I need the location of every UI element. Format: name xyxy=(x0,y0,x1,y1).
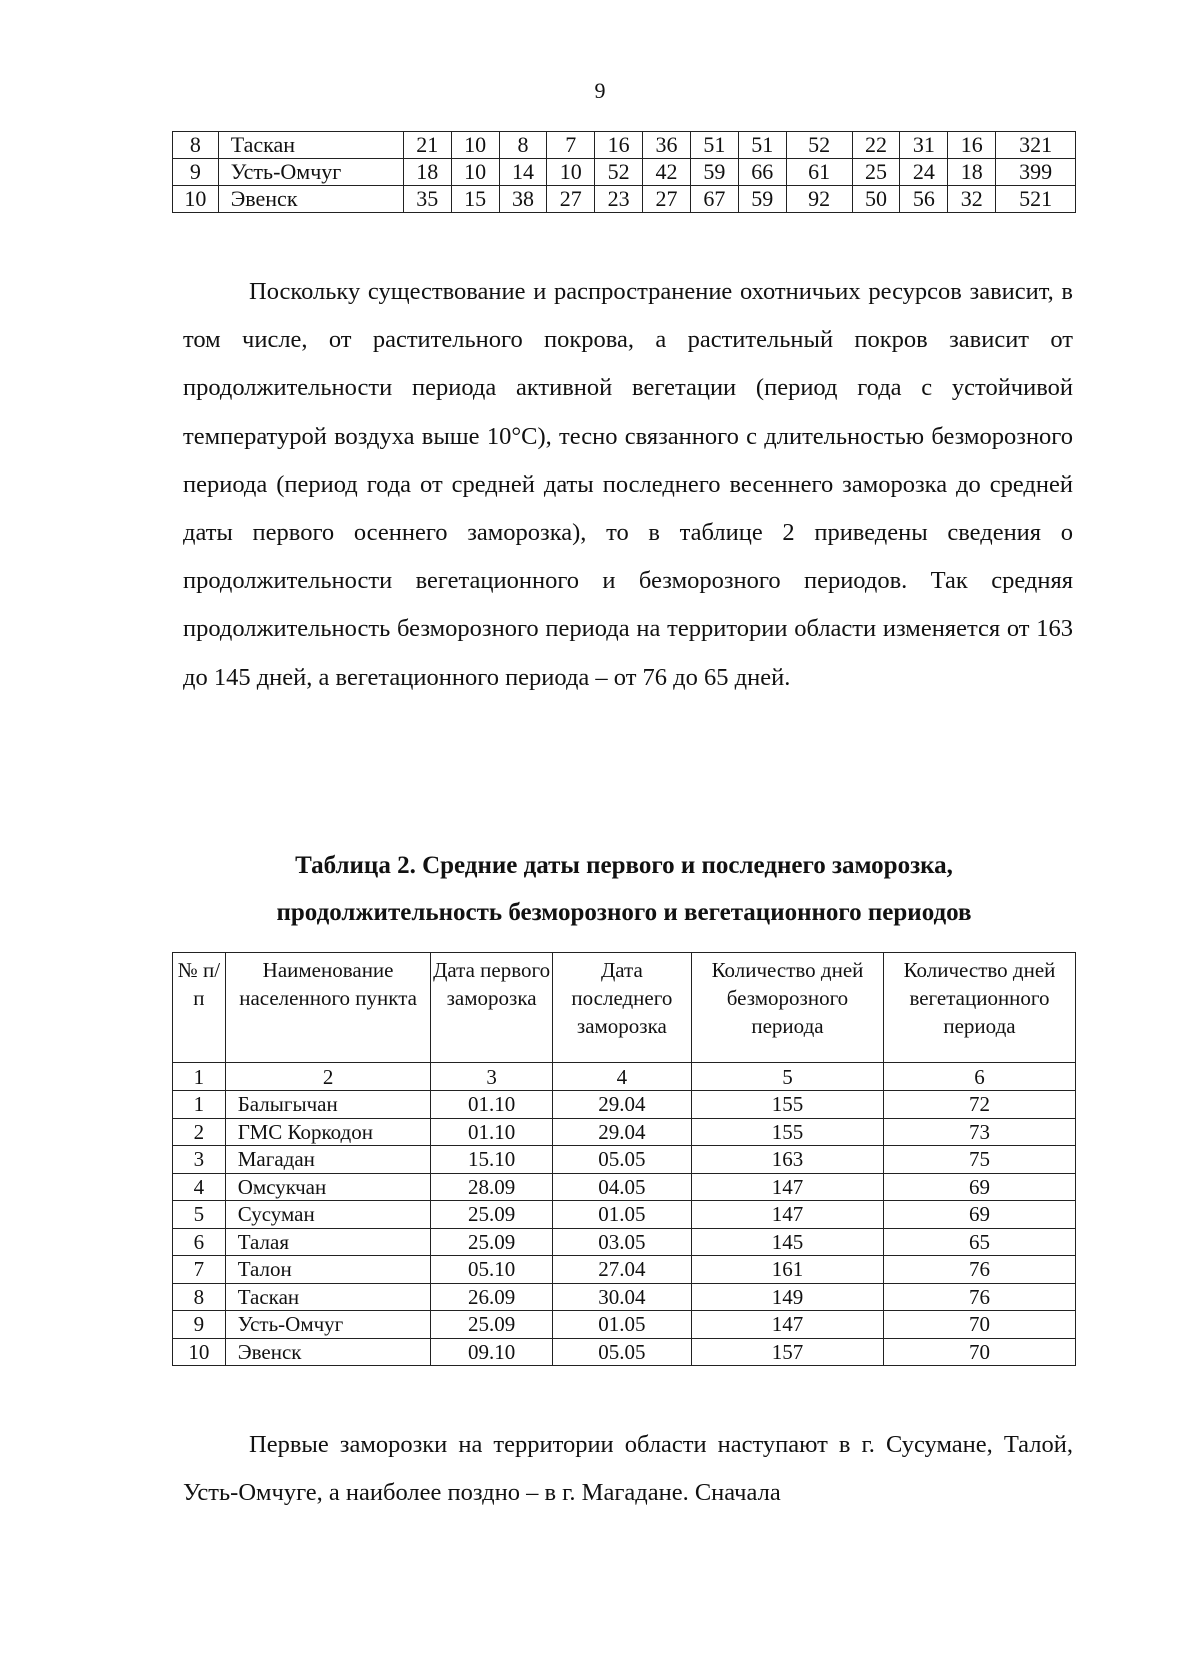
row-number: 4 xyxy=(173,1173,226,1201)
page-number: 9 xyxy=(594,78,606,103)
table-row xyxy=(173,159,1076,186)
table-cell: 67 xyxy=(690,186,738,213)
table-cell: 10 xyxy=(451,132,499,159)
body-paragraph-vegetation xyxy=(183,268,1073,702)
last-frost-date: 29.04 xyxy=(552,1091,691,1119)
frost-free-days: 157 xyxy=(691,1338,883,1366)
locality-name: Таскан xyxy=(218,132,403,159)
frost-free-days: 147 xyxy=(691,1201,883,1229)
table-cell: 16 xyxy=(595,132,643,159)
row-number: 5 xyxy=(173,1201,226,1229)
locality-name: Усть-Омчуг xyxy=(218,159,403,186)
table-cell: 52 xyxy=(786,132,852,159)
table-row xyxy=(173,186,1076,213)
table-row xyxy=(173,1201,1076,1229)
table-cell: 14 xyxy=(499,159,547,186)
paragraph-text: Поскольку существование и распространение охотничьих ресурсов зависит, в том числе, от растительного покрова, а растительный покров зависит от продолжительности периода активной вегетации (период года с устойчивой температурой воздуха выше 10°С), тесно связанного с длительностью безморозного периода (период года от средней даты последнего весеннего заморозка до средней даты первого осеннего заморозка), то в таблице 2 приведены сведения о продолжительности вегетационного и безморозного периодов. Так средняя продолжительность безморозного периода на территории области изменяется от 163 до 145 дней, а вегетационного периода – от 76 до 65 дней. xyxy=(183,278,1073,691)
locality-name: ГМС Коркодон xyxy=(225,1118,431,1146)
table-cell: 521 xyxy=(996,186,1076,213)
table-cell: 21 xyxy=(403,132,451,159)
locality-name: Талон xyxy=(225,1256,431,1284)
locality-name: Балыгычан xyxy=(225,1091,431,1119)
table-cell: 66 xyxy=(738,159,786,186)
row-number: 2 xyxy=(173,1118,226,1146)
table-row xyxy=(173,1256,1076,1284)
vegetation-days: 69 xyxy=(883,1201,1075,1229)
vegetation-days: 70 xyxy=(883,1311,1075,1339)
vegetation-days: 75 xyxy=(883,1146,1075,1174)
first-frost-date: 26.09 xyxy=(431,1283,552,1311)
table-cell: 50 xyxy=(852,186,900,213)
table-row xyxy=(173,1146,1076,1174)
table-cell: 27 xyxy=(643,186,691,213)
header-locality: Наименование населенного пункта xyxy=(225,953,431,1063)
header-frost-free-days: Количество дней безморозного периода xyxy=(691,953,883,1063)
table-cell: 31 xyxy=(900,132,948,159)
table-cell: 61 xyxy=(786,159,852,186)
paragraph-text: Первые заморозки на территории области наступают в г. Сусумане, Талой, Усть-Омчуге, а наиболее поздно – в г. Магадане. Сначала xyxy=(183,1431,1073,1507)
column-number: 4 xyxy=(552,1063,691,1091)
first-frost-date: 01.10 xyxy=(431,1091,552,1119)
table-cell: 10 xyxy=(547,159,595,186)
table-cell: 92 xyxy=(786,186,852,213)
column-number: 3 xyxy=(431,1063,552,1091)
column-number: 5 xyxy=(691,1063,883,1091)
first-frost-date: 25.09 xyxy=(431,1311,552,1339)
column-number: 6 xyxy=(883,1063,1075,1091)
header-number: № п/п xyxy=(173,953,226,1063)
table-row xyxy=(173,132,1076,159)
last-frost-date: 01.05 xyxy=(552,1201,691,1229)
column-number-row xyxy=(173,1063,1076,1091)
table-cell: 8 xyxy=(499,132,547,159)
table-cell: 35 xyxy=(403,186,451,213)
table-cell: 18 xyxy=(403,159,451,186)
first-frost-date: 25.09 xyxy=(431,1201,552,1229)
table2-title-line1: Таблица 2. Средние даты первого и последнего заморозка, xyxy=(295,852,953,879)
last-frost-date: 04.05 xyxy=(552,1173,691,1201)
table-cell: 51 xyxy=(738,132,786,159)
row-number: 8 xyxy=(173,132,219,159)
table-row xyxy=(173,1091,1076,1119)
row-number: 7 xyxy=(173,1256,226,1284)
frost-free-days: 163 xyxy=(691,1146,883,1174)
table-cell: 56 xyxy=(900,186,948,213)
table-row xyxy=(173,1311,1076,1339)
row-number: 9 xyxy=(173,159,219,186)
locality-name: Усть-Омчуг xyxy=(225,1311,431,1339)
table-cell: 25 xyxy=(852,159,900,186)
row-number: 6 xyxy=(173,1228,226,1256)
table-cell: 27 xyxy=(547,186,595,213)
last-frost-date: 01.05 xyxy=(552,1311,691,1339)
row-number: 9 xyxy=(173,1311,226,1339)
locality-name: Талая xyxy=(225,1228,431,1256)
first-frost-date: 09.10 xyxy=(431,1338,552,1366)
table-cell: 399 xyxy=(996,159,1076,186)
table-cell: 22 xyxy=(852,132,900,159)
frost-free-days: 147 xyxy=(691,1311,883,1339)
frost-free-days: 161 xyxy=(691,1256,883,1284)
frost-free-days: 155 xyxy=(691,1118,883,1146)
vegetation-days: 76 xyxy=(883,1283,1075,1311)
table-cell: 23 xyxy=(595,186,643,213)
header-first-frost: Дата первого заморозка xyxy=(431,953,552,1063)
vegetation-days: 65 xyxy=(883,1228,1075,1256)
body-paragraph-first-frosts xyxy=(183,1421,1073,1517)
table-cell: 38 xyxy=(499,186,547,213)
table-row xyxy=(173,1338,1076,1366)
frost-dates-table xyxy=(172,952,1076,1366)
table-cell: 16 xyxy=(948,132,996,159)
table-cell: 32 xyxy=(948,186,996,213)
table-row xyxy=(173,1173,1076,1201)
last-frost-date: 05.05 xyxy=(552,1146,691,1174)
first-frost-date: 05.10 xyxy=(431,1256,552,1284)
table-cell: 42 xyxy=(643,159,691,186)
frost-free-days: 145 xyxy=(691,1228,883,1256)
row-number: 10 xyxy=(173,1338,226,1366)
locality-name: Таскан xyxy=(225,1283,431,1311)
row-number: 8 xyxy=(173,1283,226,1311)
row-number: 1 xyxy=(173,1091,226,1119)
table-cell: 52 xyxy=(595,159,643,186)
first-frost-date: 15.10 xyxy=(431,1146,552,1174)
table-row xyxy=(173,1228,1076,1256)
column-number: 2 xyxy=(225,1063,431,1091)
frost-free-days: 155 xyxy=(691,1091,883,1119)
last-frost-date: 29.04 xyxy=(552,1118,691,1146)
row-number: 3 xyxy=(173,1146,226,1174)
first-frost-date: 01.10 xyxy=(431,1118,552,1146)
row-number: 10 xyxy=(173,186,219,213)
table-header-row xyxy=(173,953,1076,1063)
column-number: 1 xyxy=(173,1063,226,1091)
vegetation-days: 72 xyxy=(883,1091,1075,1119)
table-cell: 59 xyxy=(738,186,786,213)
frost-free-days: 149 xyxy=(691,1283,883,1311)
last-frost-date: 03.05 xyxy=(552,1228,691,1256)
table-cell: 10 xyxy=(451,159,499,186)
first-frost-date: 28.09 xyxy=(431,1173,552,1201)
frost-free-days: 147 xyxy=(691,1173,883,1201)
header-vegetation-days: Количество дней вегетационного периода xyxy=(883,953,1075,1063)
table-row xyxy=(173,1283,1076,1311)
vegetation-days: 76 xyxy=(883,1256,1075,1284)
locality-name: Сусуман xyxy=(225,1201,431,1229)
table-cell: 15 xyxy=(451,186,499,213)
table-cell: 36 xyxy=(643,132,691,159)
locality-name: Эвенск xyxy=(218,186,403,213)
table-cell: 51 xyxy=(690,132,738,159)
locality-name: Эвенск xyxy=(225,1338,431,1366)
table-cell: 7 xyxy=(547,132,595,159)
header-last-frost: Дата последнего заморозка xyxy=(552,953,691,1063)
locality-name: Омсукчан xyxy=(225,1173,431,1201)
last-frost-date: 05.05 xyxy=(552,1338,691,1366)
table-cell: 24 xyxy=(900,159,948,186)
locality-name: Магадан xyxy=(225,1146,431,1174)
table-cell: 18 xyxy=(948,159,996,186)
vegetation-days: 73 xyxy=(883,1118,1075,1146)
table-cell: 321 xyxy=(996,132,1076,159)
vegetation-days: 70 xyxy=(883,1338,1075,1366)
table-cell: 59 xyxy=(690,159,738,186)
table2-title-line2: продолжительность безморозного и вегетационного периодов xyxy=(276,899,972,926)
table-row xyxy=(173,1118,1076,1146)
last-frost-date: 27.04 xyxy=(552,1256,691,1284)
climate-table-continuation xyxy=(172,131,1076,213)
last-frost-date: 30.04 xyxy=(552,1283,691,1311)
vegetation-days: 69 xyxy=(883,1173,1075,1201)
first-frost-date: 25.09 xyxy=(431,1228,552,1256)
